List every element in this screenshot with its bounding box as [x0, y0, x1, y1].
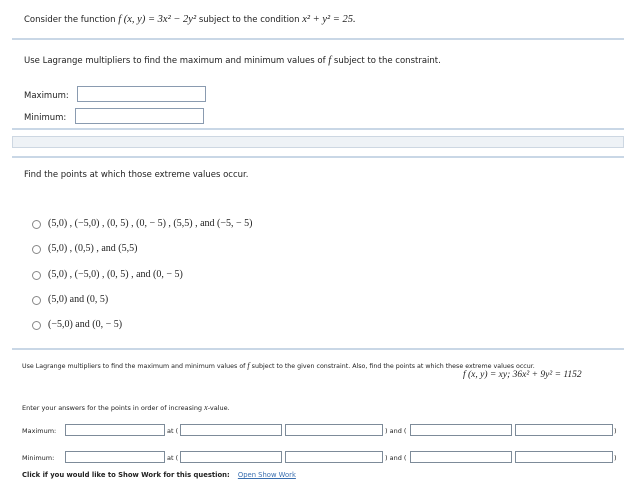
show-work-prompt: Click if you would like to Show Work for this question: — [22, 471, 230, 479]
radio-option-2[interactable] — [32, 245, 41, 254]
min-point1-x-input[interactable] — [180, 451, 282, 463]
max-point2-y-input[interactable] — [515, 424, 613, 436]
instruction-text: Use Lagrange multipliers to find the maximum and minimum values of — [24, 56, 326, 66]
option-1-label: (5,0) , (−5,0) , (0, 5) , (0, − 5) , (5,5) , and (−5, − 5) — [48, 218, 253, 229]
separator — [12, 38, 624, 40]
option-4-label: (5,0) and (0, 5) — [48, 294, 109, 305]
second-minimum-input[interactable] — [65, 451, 165, 463]
function-expression: f (x, y) = 3x² − 2y² — [118, 14, 197, 25]
radio-option-5[interactable] — [32, 321, 41, 330]
order-note-var: x — [204, 403, 208, 412]
instruction-f: f — [328, 55, 332, 66]
separator — [12, 128, 624, 130]
second-instruction-end: subject to the given constraint. Also, find the points at which these extreme values occur. — [251, 363, 535, 370]
second-instruction — [22, 361, 535, 370]
max-point2-x-input[interactable] — [410, 424, 512, 436]
order-note — [22, 403, 230, 412]
minimum-label: Minimum: — [24, 113, 67, 123]
open-show-work-link[interactable]: Open Show Work — [237, 471, 296, 479]
option-3-label: (5,0) , (−5,0) , (0, 5) , and (0, − 5) — [48, 269, 183, 280]
max-point1-x-input[interactable] — [180, 424, 282, 436]
condition-expression: x² + y² = 25. — [302, 14, 356, 25]
maximum-label: Maximum: — [24, 91, 69, 101]
second-maximum-input[interactable] — [65, 424, 165, 436]
order-note-end: -value. — [207, 404, 230, 412]
problem-statement — [24, 14, 356, 25]
min-and-label: ) and ( — [385, 454, 407, 462]
max-close-paren: ) — [614, 427, 617, 435]
radio-option-4[interactable] — [32, 296, 41, 305]
instruction-end: subject to the constraint. — [333, 56, 441, 66]
second-equation: f (x, y) = xy; 36x² + 9y² = 1152 — [463, 370, 582, 380]
second-instruction-text: Use Lagrange multipliers to find the maximum and minimum values of — [22, 363, 246, 370]
max-at-label: at ( — [167, 427, 179, 435]
radio-option-1[interactable] — [32, 220, 41, 229]
option-2-label: (5,0) , (0,5) , and (5,5) — [48, 243, 138, 254]
min-point2-x-input[interactable] — [410, 451, 512, 463]
separator — [12, 348, 624, 350]
spacer-bar — [12, 136, 624, 148]
option-5-label: (−5,0) and (0, − 5) — [48, 319, 123, 330]
min-close-paren: ) — [614, 454, 617, 462]
problem-intro: Consider the function — [24, 15, 116, 25]
radio-option-3[interactable] — [32, 271, 41, 280]
separator — [12, 156, 624, 158]
order-note-text: Enter your answers for the points in order of increasing — [22, 404, 203, 412]
condition-text: subject to the condition — [198, 15, 300, 25]
second-instruction-f: f — [247, 361, 250, 370]
minimum-input[interactable] — [75, 108, 204, 124]
lagrange-instruction — [24, 55, 441, 66]
maximum-input[interactable] — [77, 86, 206, 102]
min-point1-y-input[interactable] — [285, 451, 383, 463]
max-and-label: ) and ( — [385, 427, 407, 435]
second-minimum-label: Minimum: — [22, 454, 55, 462]
max-point1-y-input[interactable] — [285, 424, 383, 436]
min-point2-y-input[interactable] — [515, 451, 613, 463]
points-prompt: Find the points at which those extreme values occur. — [24, 170, 249, 180]
min-at-label: at ( — [167, 454, 179, 462]
second-maximum-label: Maximum: — [22, 427, 57, 435]
show-work-row — [22, 471, 296, 479]
